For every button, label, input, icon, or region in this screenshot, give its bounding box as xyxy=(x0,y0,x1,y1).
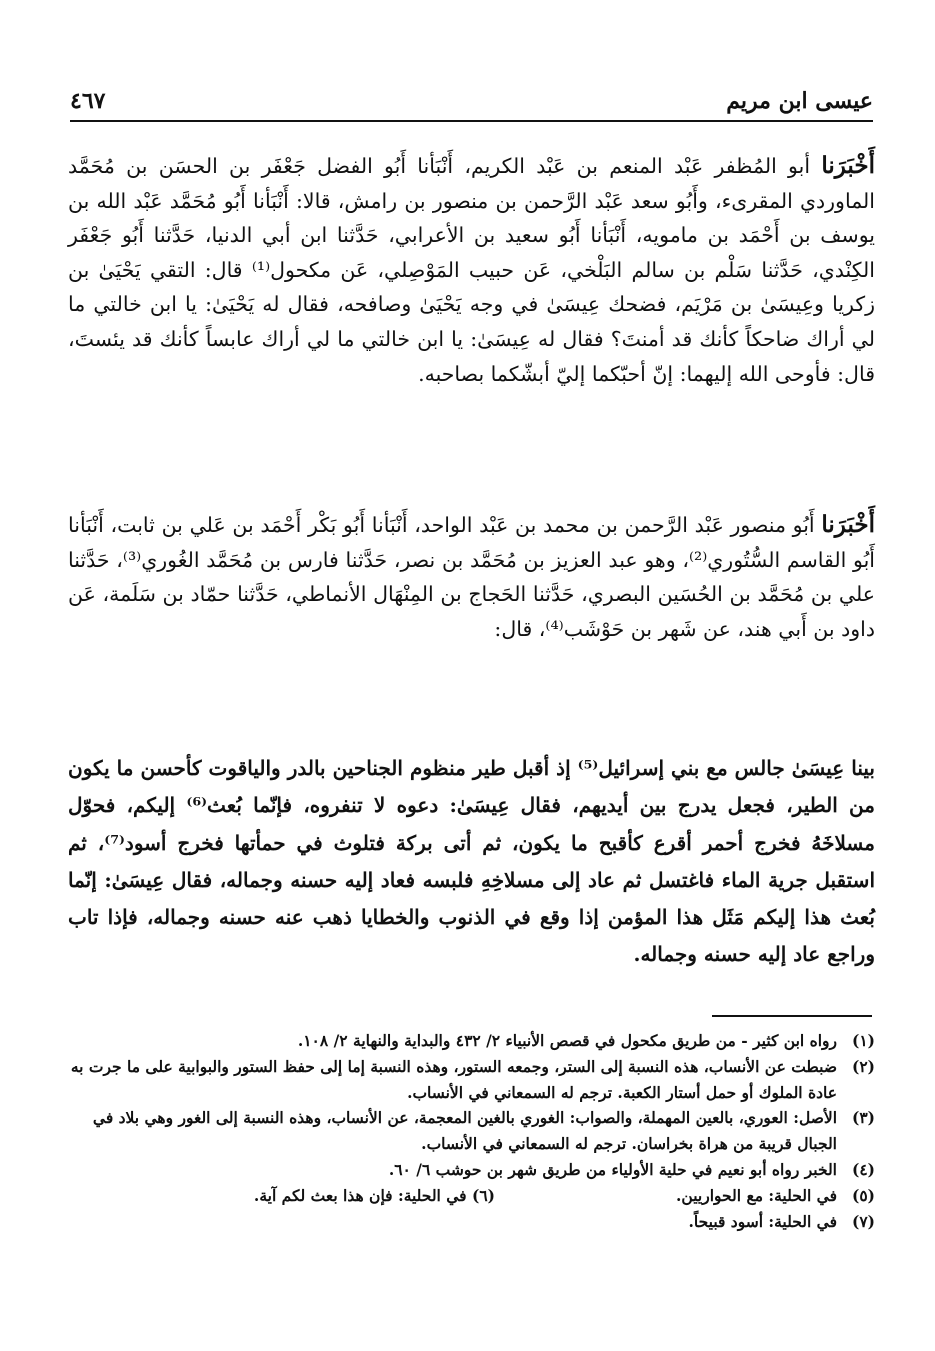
footnote-text: رواه ابن كثير - من طريق مكحول في قصص الأنبياء ٢/ ٤٣٢ والبداية والنهاية ٢/ ١٠٨. xyxy=(297,1031,837,1050)
footnote-text: في الحلية: مع الحواريين. xyxy=(676,1185,837,1205)
footnote-text: الأصل: العوري، بالعين المهملة، والصواب: الغوري بالغين المعجمة، عن الأنساب، وهذه النسبة إلى الغور وهي بلاد في الجبال قريبة من هراة بخراسان. ترجم له السمعاني في الأنساب. xyxy=(92,1108,837,1154)
footnote-number: (٣) xyxy=(851,1108,875,1128)
paragraph-2 xyxy=(68,508,875,646)
footnote-5 xyxy=(676,1183,875,1209)
footnote-3 xyxy=(70,1105,875,1157)
footnote-1 xyxy=(70,1028,875,1054)
footnote-4 xyxy=(70,1157,875,1183)
footnote-number: (٤) xyxy=(851,1159,875,1179)
paragraph-3-text: بينا عِيسَىٰ جالس مع بني إسرائيل⁽⁵⁾ إذ أقبل طير منظوم الجناحين بالدر والياقوت كأحسن ما يكون من الطير، فجعل يدرج بين أيديهم، فقال عِيسَىٰ: دعوه لا تنفروه، فإنّما بُعث⁽⁶⁾ إليكم، فحوّل مسلاخَهُ فخرج أحمر أقرع كأقبح ما يكون، ثم أتى بركة فتلوث في حمأتها فخرج أسود⁽⁷⁾، ثم استقبل جرية الماء فاغتسل ثم عاد إلى مسلاخِهِ فلبسه فعاد إليه حسنه وجماله، فقال عِيسَىٰ: إنّما بُعث هذا إليكم مَثَل هذا المؤمن إذا وقع في الذنوب والخطايا ذهب عنه حسنه وجماله، فإذا تاب وراجع عاد إليه حسنه وجماله. xyxy=(68,756,875,967)
chapter-title: عيسى ابن مريم xyxy=(726,88,873,114)
footnote-number: (٥) xyxy=(851,1185,875,1205)
footnote-6 xyxy=(254,1183,495,1209)
paragraph-1-lead-word: أَخْبَرَنا xyxy=(821,152,875,179)
footnote-number: (٢) xyxy=(851,1056,875,1076)
footnote-number: (١) xyxy=(851,1031,875,1050)
footnote-number: (٦) xyxy=(471,1185,495,1205)
footnote-number: (٧) xyxy=(851,1211,875,1231)
footnote-text: في الحلية: أسود قبيحاً. xyxy=(688,1211,837,1231)
footnotes-5-6-row xyxy=(70,1183,875,1209)
footnote-text: ضبطت عن الأنساب، هذه النسبة إلى الستر، وجمعه الستور، وهذه النسبة إما إلى حفظ الستور والبوابية على ما جرت به عادة الملوك أو حمل أستار الكعبة. ترجم له السمعاني في الأنساب. xyxy=(70,1056,837,1102)
footnote-text: في الحلية: فإن هذا بعث لكم آية. xyxy=(253,1185,467,1205)
footnote-7 xyxy=(70,1209,875,1235)
footnotes xyxy=(70,1028,875,1234)
running-header xyxy=(70,86,873,122)
paragraph-2-text: أَبُو منصور عَبْد الرَّحمن بن محمد بن عَبْد الواحد، أَنْبَأنا أَبُو بَكْر أَحْمَد بن عَلي بن ثابت، أَنْبَأنا أَبُو القاسم السُّتُوري⁽²⁾، وهو عبد العزيز بن مُحَمَّد بن نصر، حَدَّثنا فارس بن مُحَمَّد الغُوري⁽³⁾، حَدَّثنا علي بن مُحَمَّد بن الحُسَين البصري، حَدَّثنا الحَجاج بن المِنْهَال الأنماطي، حَدَّثنا حمّاد بن سَلَمة، عَن داود بن أَبي هند، عن شَهر بن حَوْشَب⁽⁴⁾، قال: xyxy=(68,513,876,641)
footnote-2 xyxy=(70,1054,875,1106)
paragraph-3-narration xyxy=(68,750,875,974)
footnote-separator xyxy=(712,1015,872,1017)
footnote-text: الخبر رواه أبو نعيم في حلية الأولياء من طريق شهر بن حوشب ٦/ ٦٠. xyxy=(388,1159,837,1179)
paragraph-1 xyxy=(68,149,875,391)
paragraph-2-lead-word: أَخْبَرَنا xyxy=(821,511,875,538)
page-number: ٤٦٧ xyxy=(70,88,106,114)
paragraph-1-text: أبو المُظفر عَبْد المنعم بن عَبْد الكريم، أَنْبَأنا أَبُو الفضل جَعْفَر بن الحسَن بن مُحَمَّد الماوردي المقرىء، وأَبُو سعد عَبْد الرَّحمن بن منصور بن رامش، قالا: أَنْبَأنا أَبُو مُحَمَّد عَبْد الله بن يوسف بن أَحْمَد بن مامويه، أَنْبَأنا أَبُو سعيد بن الأعرابي، حَدَّثنا ابن أبي الدنيا، حَدَّثنا أَبُو جَعْفَر الكِنْدي، حَدَّثنا سَلْم بن سالم البَلْخي، عَن حبيب المَوْصِلي، عَن مكحول⁽¹⁾ قال: التقي يَحْيَىٰ بن زكريا وعِيسَىٰ بن مَرْيَم، فضحك عِيسَىٰ في وجه يَحْيَىٰ وصافحه، فقال له يَحْيَىٰ: يا ابن خالتي ما لي أراك ضاحكاً كأنك قد أمنتَ؟ فقال له عِيسَىٰ: يا ابن خالتي ما لي أراك عابساً كأنك قد يئستَ، قال: فأوحى الله إليهما: إنّ أحبّكما إليّ أبشّكما بصاحبه. xyxy=(68,154,875,386)
